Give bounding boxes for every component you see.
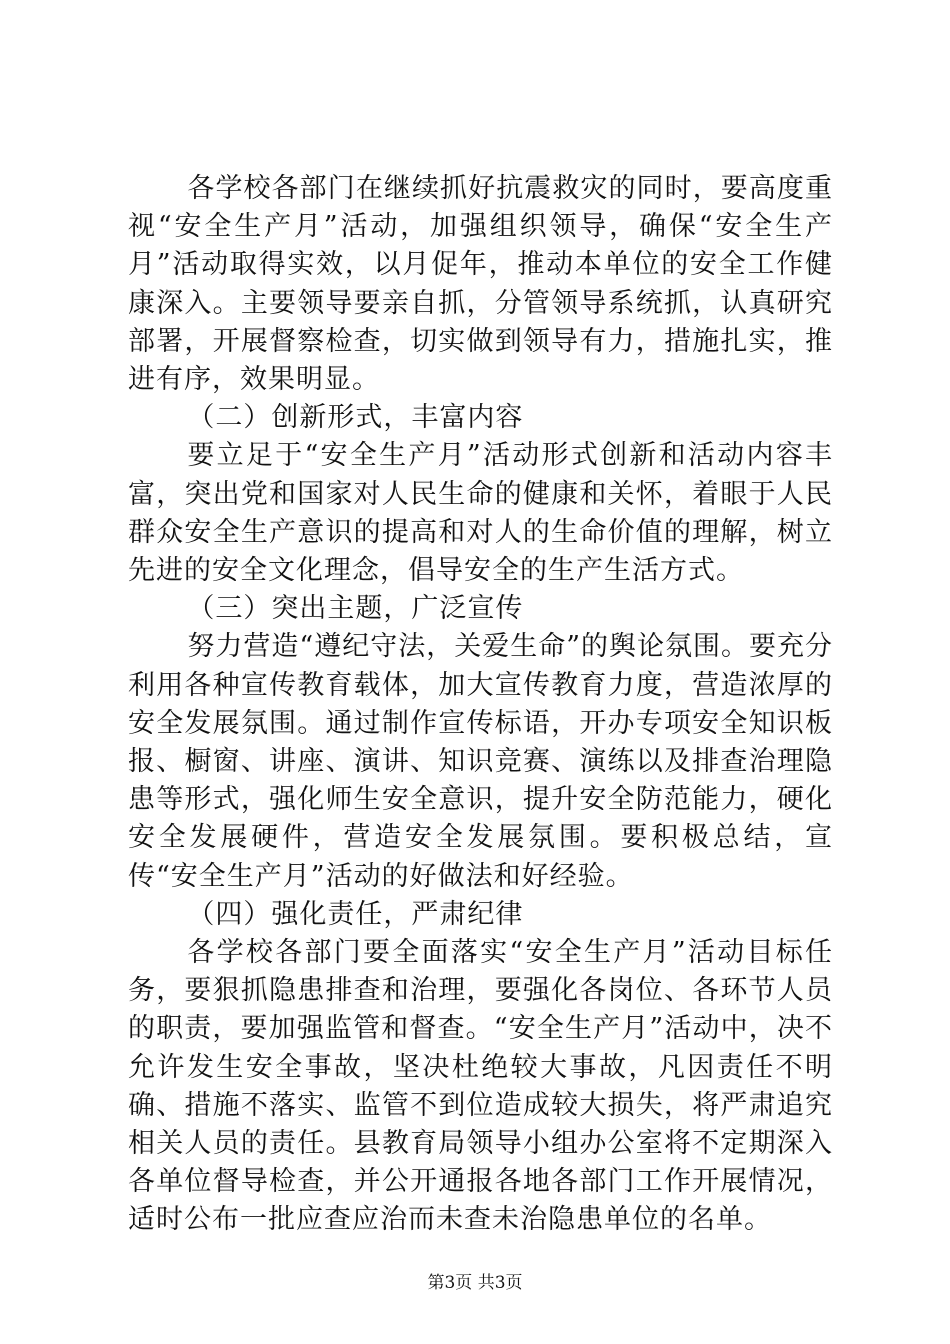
paragraph-publicity: 努力营造“遵纪守法，关爱生命”的舆论氛围。要充分利用各种宣传教育载体，加大宣传教育力度，营造浓厚的安全发展氛围。通过制作宣传标语，开办专项安全知识板报、橱窗、讲座、演讲、知识竞赛、演练以及排查治理隐患等形式，强化师生安全意识，提升安全防范能力，硬化安全发展硬件，营造安全发展氛围。要积极总结，宣传“安全生产月”活动的好做法和好经验。 <box>128 631 833 892</box>
paragraph-innovation: 要立足于“安全生产月”活动形式创新和活动内容丰富，突出党和国家对人民生命的健康和关怀，着眼于人民群众安全生产意识的提高和对人的生命价值的理解，树立先进的安全文化理念，倡导安全的生产生活方式。 <box>128 440 833 587</box>
paragraph-leadership: 各学校各部门在继续抓好抗震救灾的同时，要高度重视“安全生产月”活动，加强组织领导，确保“安全生产月”活动取得实效，以月促年，推动本单位的安全工作健康深入。主要领导要亲自抓，分管领导系统抓，认真研究部署，开展督察检查，切实做到领导有力，措施扎实，推进有序，效果明显。 <box>128 173 833 396</box>
section-heading-publicity: （三）突出主题，广泛宣传 <box>187 593 524 625</box>
page-number-label: 第3页 共3页 <box>427 1273 523 1293</box>
document-body <box>128 170 833 1240</box>
section-heading-innovation: （二）创新形式，丰富内容 <box>187 402 524 434</box>
paragraph-responsibility: 各学校各部门要全面落实“安全生产月”活动目标任务，要狠抓隐患排查和治理，要强化各岗位、各环节人员的职责，要加强监管和督查。“安全生产月”活动中，决不允许发生安全事故，坚决杜绝较大事故，凡因责任不明确、措施不落实、监管不到位造成较大损失，将严肃追究相关人员的责任。县教育局领导小组办公室将不定期深入各单位督导检查，并公开通报各地各部门工作开展情况，适时公布一批应查应治而未查未治隐患单位的名单。 <box>128 937 833 1236</box>
page-footer <box>0 1272 950 1294</box>
section-heading-responsibility: （四）强化责任，严肃纪律 <box>187 898 524 930</box>
